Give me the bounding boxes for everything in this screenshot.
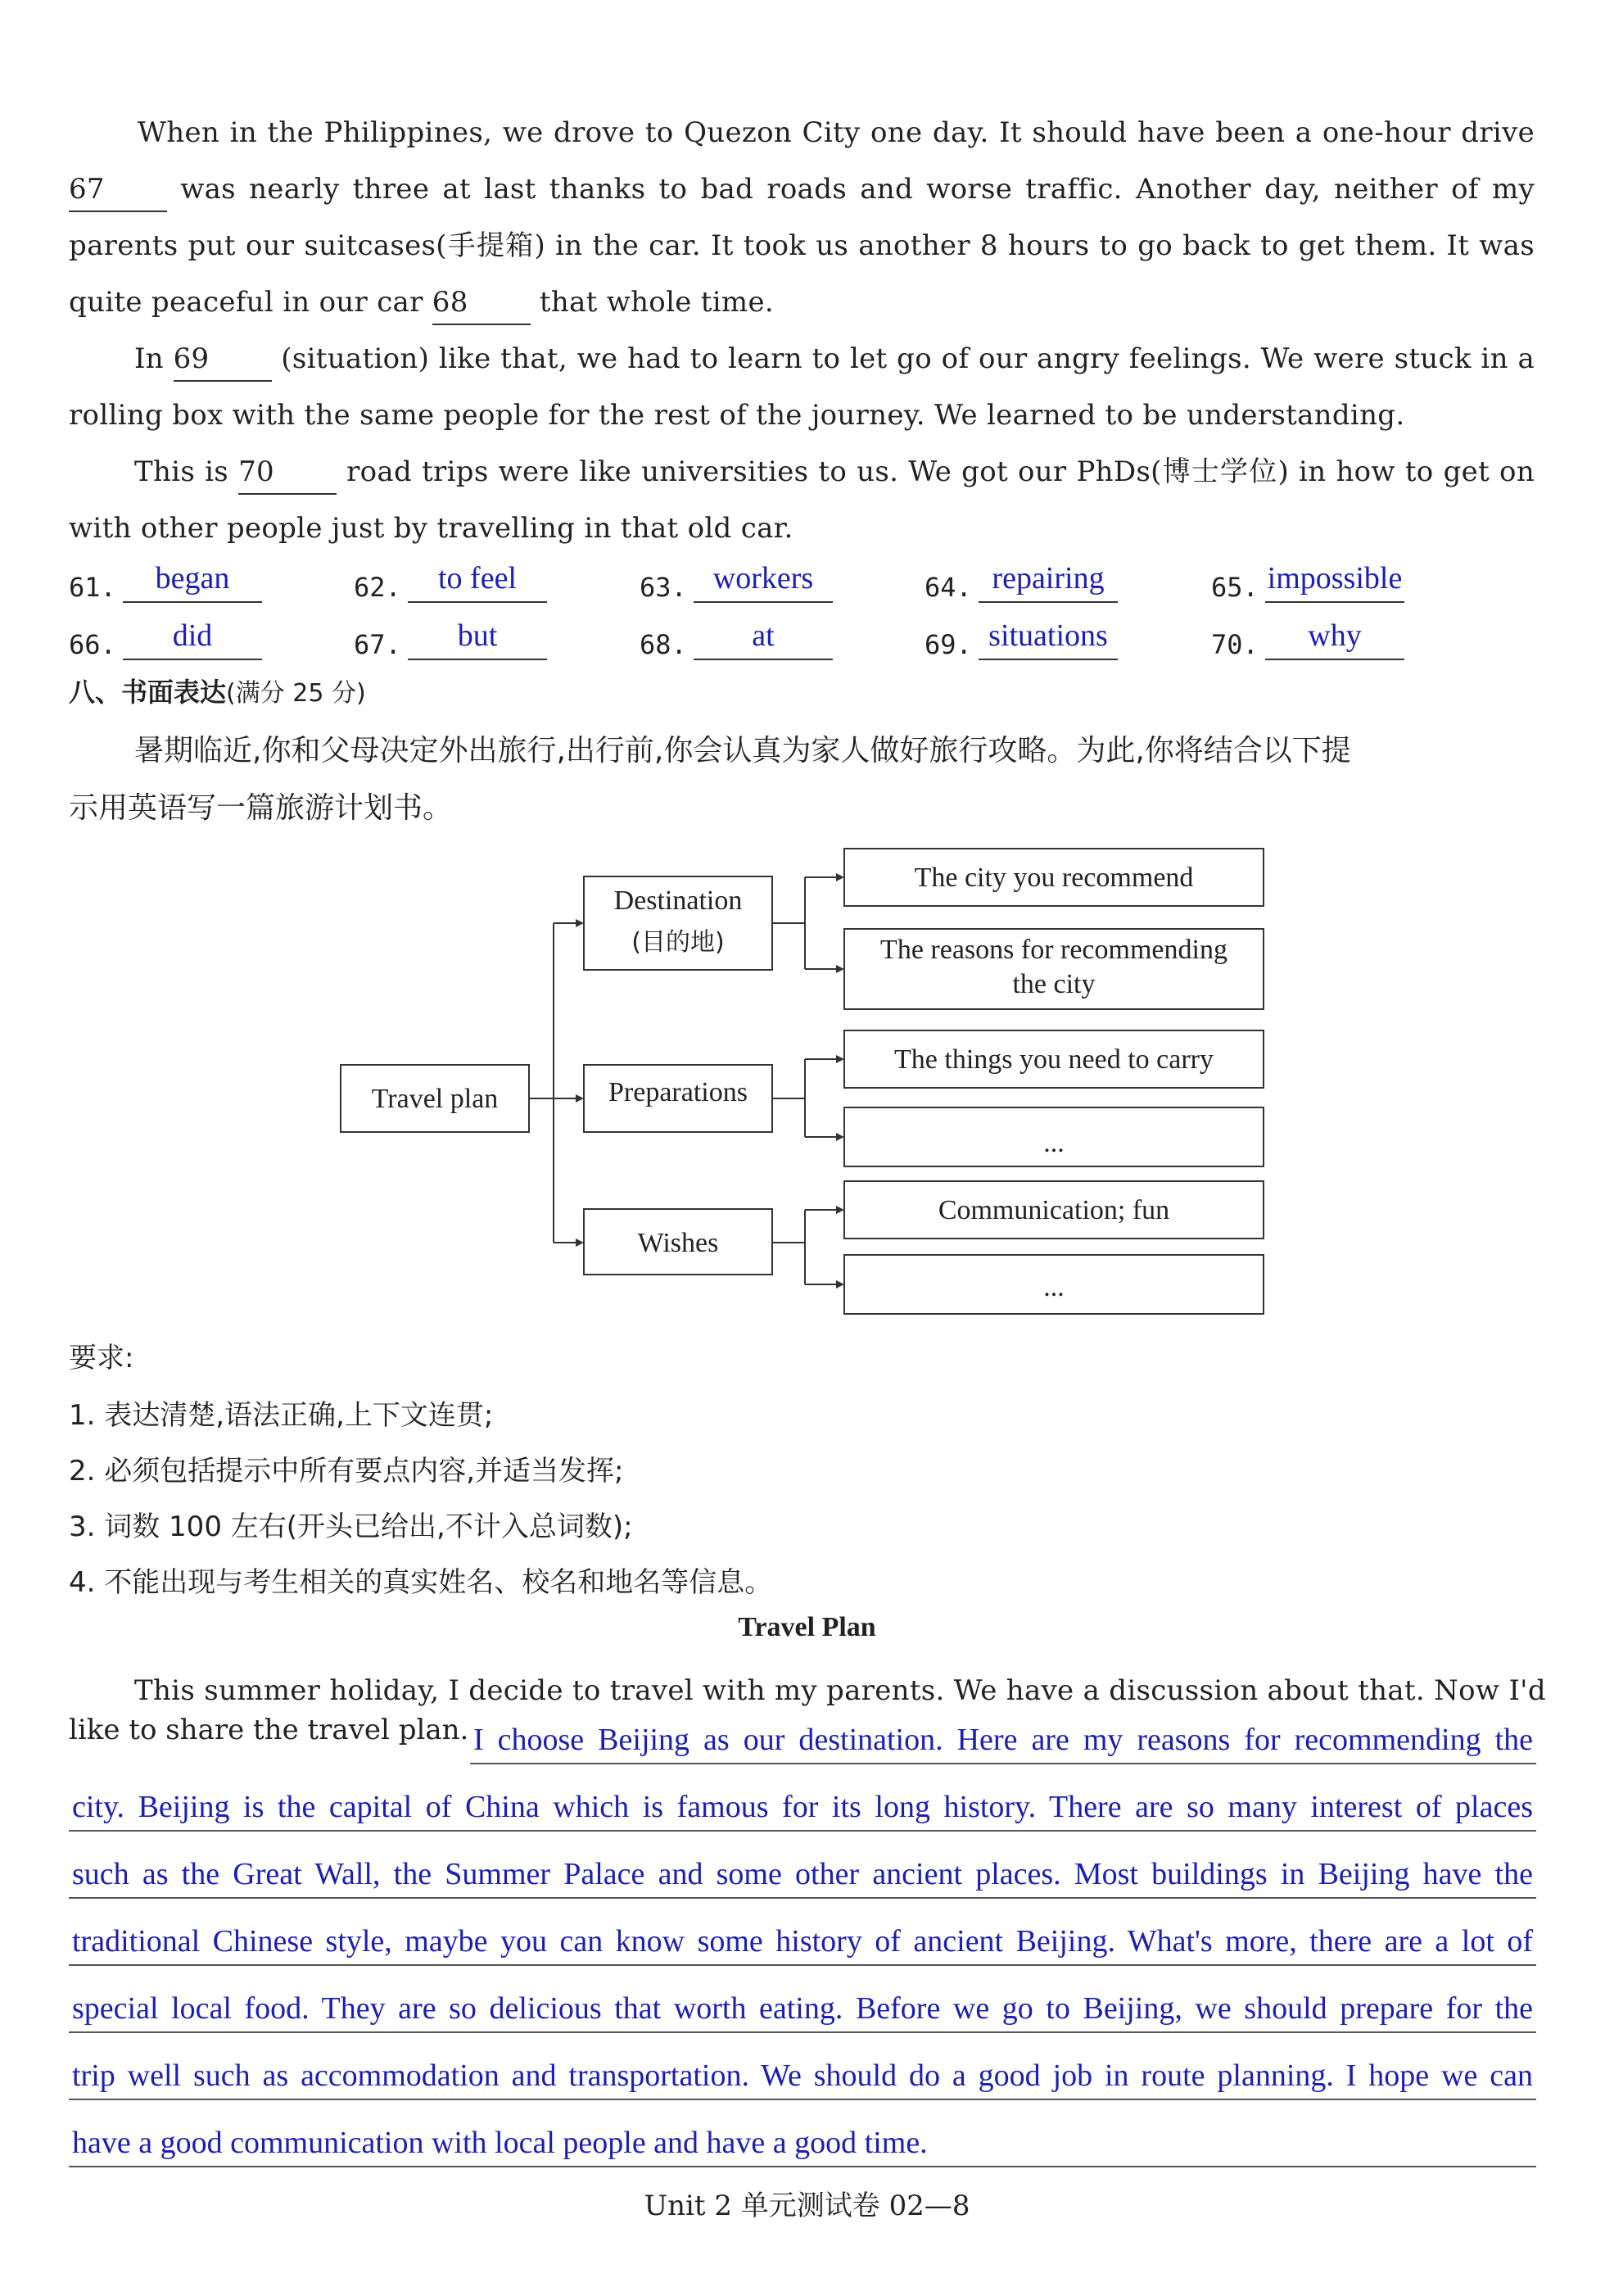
diagram-leaf-reasons-label-2: the city [1012, 969, 1096, 999]
writing-prompt: 暑期临近,你和父母决定外出旅行,出行前,你会认真为家人做好旅行攻略。为此,你将结合以下提 示用英语写一篇旅游计划书。 [69, 734, 1351, 825]
essay-line: traditional Chinese style, maybe you can know some history of ancient Beijing. What's more, there are a lot of [69, 1897, 1536, 1966]
diagram-leaf-city-label: The city you recommend [914, 863, 1194, 893]
passage-line: This is 70 road trips were like universities to us. We got our PhDs(博士学位) in how to get on [69, 444, 1535, 500]
blank-69: 69 [174, 337, 272, 382]
blank-70: 70 [238, 451, 337, 495]
answers-row-2: 66. did 67. but 68. at 69. situations 70. why [69, 614, 1461, 670]
section-title: 八、书面表达(满分 25 分) [69, 677, 366, 708]
essay-line: city. Beijing is the capital of China which is famous for its long history. There are so many interest of places [69, 1763, 1536, 1832]
passage-line: 67 was nearly three at last thanks to bad roads and worse traffic. Another day, neither of my [69, 161, 1535, 218]
diagram-leaf-communication-label: Communication; fun [938, 1195, 1170, 1225]
passage-line: In 69 (situation) like that, we had to learn to let go of our angry feelings. We were stuck in a [69, 331, 1535, 387]
essay-given-line-2: like to share the travel plan. [69, 1714, 469, 1746]
requirements-heading: 要求: [69, 1342, 134, 1374]
diagram-leaf-things-label: The things you need to carry [894, 1044, 1214, 1075]
diagram-leaf-wish-more-label: ... [1043, 1272, 1065, 1302]
essay-given-opening: This summer holiday, I decide to travel with my parents. We have a discussion about that. Now I'd [134, 1674, 1546, 1707]
diagram-root-label: Travel plan [371, 1084, 499, 1114]
essay-line: I choose Beijing as our destination. Here are my reasons for recommending the [470, 1696, 1536, 1764]
requirement-item: 4. 不能出现与考生相关的真实姓名、校名和地名等信息。 [69, 1566, 773, 1599]
diagram-leaf-prep-more-label: ... [1043, 1128, 1065, 1158]
essay-line: special local food. They are so delicious that worth eating. Before we go to Beijing, we should prepare for the [69, 1964, 1536, 2033]
passage-line: quite peaceful in our car 68 that whole time. [69, 274, 1535, 331]
diagram-wishes-label: Wishes [637, 1228, 719, 1258]
answers-row-1: 61. began 62. to feel 63. workers 64. repairing 65. impossible [69, 557, 1461, 613]
essay-line: such as the Great Wall, the Summer Palace and some other ancient places. Most buildings in Beijing have the [69, 1830, 1536, 1899]
requirement-item: 3. 词数 100 左右(开头已给出,不计入总词数); [69, 1510, 633, 1543]
blank-67: 67 [69, 168, 167, 212]
diagram-leaf-reasons-label-1: The reasons for recommending [880, 935, 1227, 965]
essay-line: trip well such as accommodation and transportation. We should do a good job in route planning. I hope we can [69, 2031, 1536, 2100]
requirement-item: 2. 必须包括提示中所有要点内容,并适当发挥; [69, 1455, 624, 1488]
essay-title: Travel Plan [738, 1612, 876, 1642]
diagram-destination-label: Destination [613, 885, 743, 916]
passage-line: with other people just by travelling in that old car. [69, 512, 793, 545]
passage-line: rolling box with the same people for the rest of the journey. We learned to be understanding. [69, 399, 1405, 432]
passage-line: When in the Philippines, we drove to Quezon City one day. It should have been a one-hour drive [138, 116, 1535, 149]
requirement-item: 1. 表达清楚,语法正确,上下文连贯; [69, 1399, 494, 1432]
page-footer: Unit 2 单元测试卷 02—8 [644, 2190, 970, 2222]
passage-line: parents put our suitcases(手提箱) in the car. It took us another 8 hours to go back to get them. It was [69, 229, 1535, 262]
diagram-destination-zh: (目的地) [631, 928, 725, 957]
blank-68: 68 [432, 281, 531, 325]
essay-line: have a good communication with local people and have a good time. [69, 2099, 1536, 2167]
diagram-preparations-label: Preparations [608, 1077, 748, 1107]
